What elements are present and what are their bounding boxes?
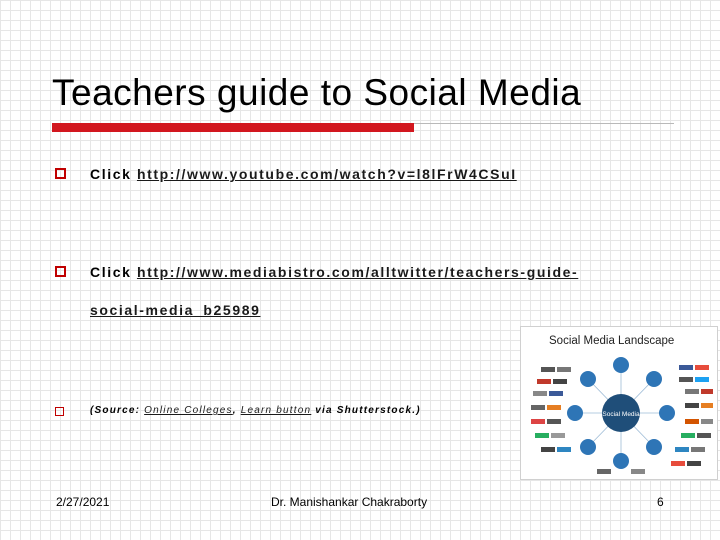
youtube-link[interactable]: http://www.youtube.com/watch?v=l8lFrW4CSuI bbox=[136, 166, 517, 182]
bullet-square-icon bbox=[55, 407, 64, 416]
online-colleges-link[interactable]: Online Colleges bbox=[144, 405, 233, 416]
source-line bbox=[90, 405, 421, 416]
bullet-1-prefix: Click bbox=[90, 166, 137, 182]
bullet-1 bbox=[90, 166, 517, 182]
social-media-landscape-image bbox=[520, 326, 718, 480]
hub-label: Social Media bbox=[602, 411, 640, 418]
image-title: Social Media Landscape bbox=[549, 335, 675, 347]
source-separator: , bbox=[232, 405, 241, 416]
bullet-square-icon bbox=[55, 168, 66, 179]
footer-author: Dr. Manishankar Chakraborty bbox=[271, 495, 428, 509]
footer-date: 2/27/2021 bbox=[56, 495, 110, 509]
title-rule-red bbox=[52, 123, 414, 132]
bullet-2-continuation bbox=[90, 302, 260, 318]
bullet-2 bbox=[90, 264, 578, 280]
mediabistro-link-continued[interactable]: social-media_b25989 bbox=[90, 302, 261, 318]
slide-title: Teachers guide to Social Media bbox=[52, 72, 582, 113]
bullet-square-icon bbox=[55, 266, 66, 277]
source-tail: via Shutterstock.) bbox=[311, 405, 421, 416]
source-open: (Source: bbox=[90, 405, 145, 416]
learn-button-link[interactable]: Learn button bbox=[240, 405, 312, 416]
mediabistro-link[interactable]: http://www.mediabistro.com/alltwitter/teachers-guide- bbox=[136, 264, 579, 280]
footer-page-number: 6 bbox=[657, 495, 664, 509]
bullet-2-prefix: Click bbox=[90, 264, 137, 280]
